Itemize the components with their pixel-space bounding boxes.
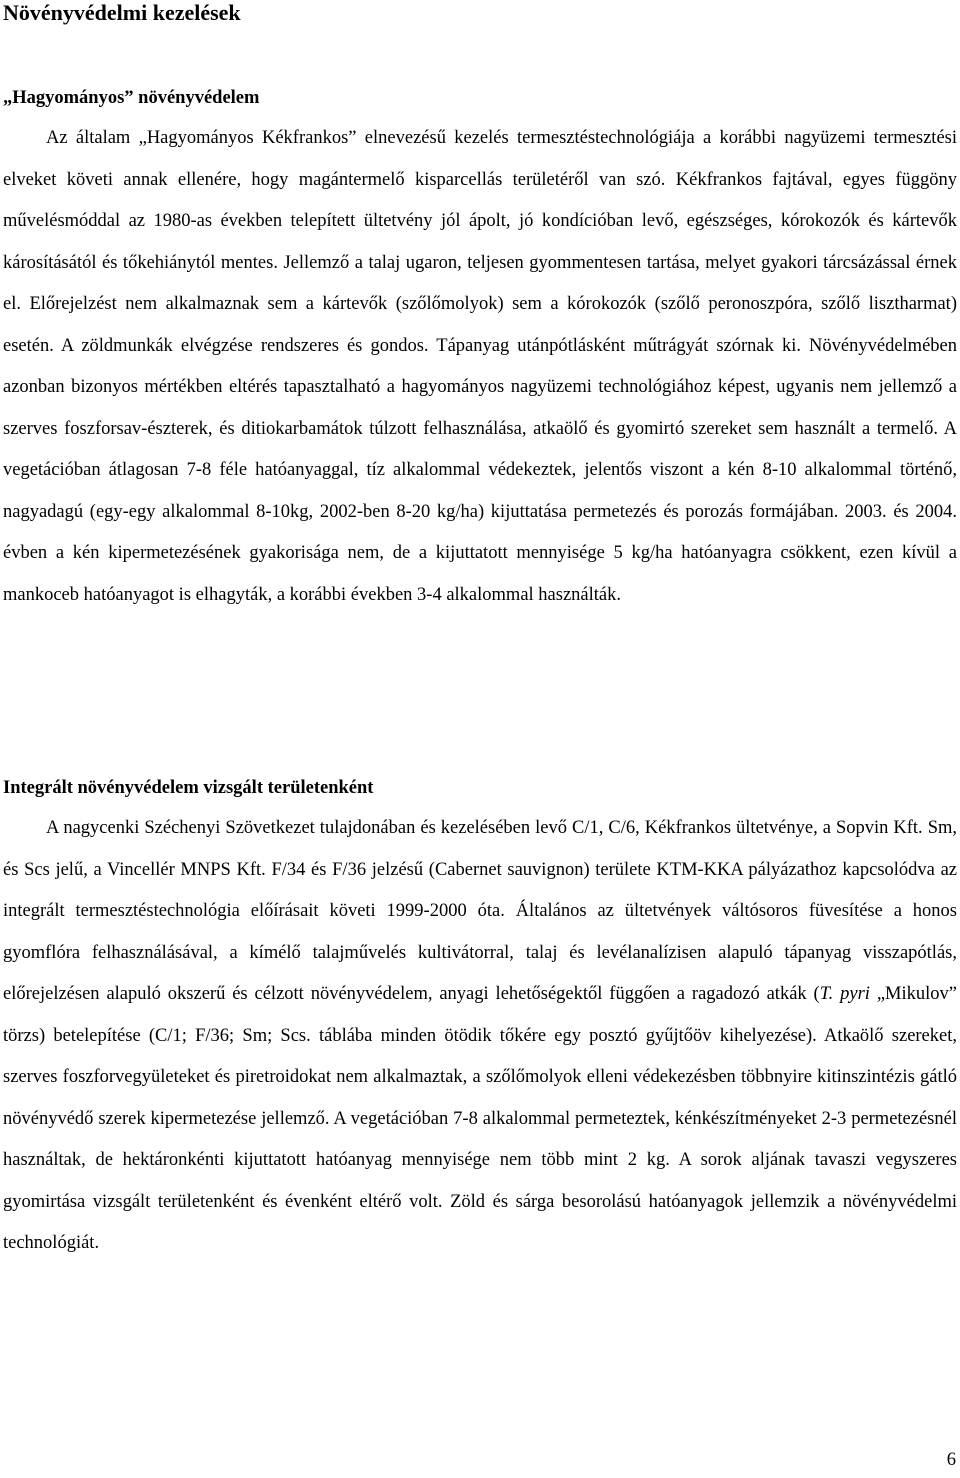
paragraph-text-part: „Mikulov” törzs) betelepítése (C/1; F/36; Sm; Scs. táblába minden ötödik tőkére egy posztó gyűjtőöv kihelyezése). Atkaölő szereket, szerves foszforvegyületeket és piretroidokat nem alkalmaztak, a szőlőmolyok elleni védekezésben többnyire kitinszintézis gátló növényvédő szerek kipermetezése jellemző. A vegetációban 7-8 alkalommal permeteztek, kénkészítményeket 2-3 permetezésnél használtak, de hektáronkénti kijuttatott hatóanyag mennyisége nem több mint 2 kg. A sorok aljának tavaszi vegyszeres gyomirtása vizsgált területenként és évenként eltérő volt. Zöld és sárga besorolású hatóanyagok jellemzik a növényvédelmi technológiát.	[3, 984, 957, 1253]
page-title: Növényvédelmi kezelések	[3, 0, 241, 25]
section-heading-integrated: Integrált növényvédelem vizsgált területenként	[3, 778, 374, 798]
species-name-italic: T. pyri	[819, 984, 870, 1004]
paragraph-traditional: Az általam „Hagyományos Kékfrankos” elnevezésű kezelés termesztéstechnológiája a korábbi nagyüzemi termesztési elveket követi annak ellenére, hogy magántermelő kisparcellás területéről van szó. Kékfrankos fajtával, egyes függöny művelésmóddal az 1980-as években telepített ültetvény jól ápolt, jó kondícióban levő, egészséges, kórokozók és kártevők károsításától és tőkehiánytól mentes. Jellemző a talaj ugaron, teljesen gyommentesen tartása, melyet gyakori tárcsázással érnek el. Előrejelzést nem alkalmaznak sem a kártevők (szőlőmolyok) sem a kórokozók (szőlő peronoszpóra, szőlő lisztharmat) esetén. A zöldmunkák elvégzése rendszeres és gondos. Tápanyag utánpótlásként műtrágyát szórnak ki. Növényvédelmében azonban bizonyos mértékben eltérés tapasztalható a hagyományos nagyüzemi technológiához képest, ugyanis nem jellemző a szerves foszforsav-észterek, és ditiokarbamátok túlzott felhasználása, atkaölő és gyomirtó szereket sem használt a termelő. A vegetációban átlagosan 7-8 féle hatóanyaggal, tíz alkalommal védekeztek, jelentős viszont a kén 8-10 alkalommal történő, nagyadagú (egy-egy alkalommal 8-10kg, 2002-ben 8-20 kg/ha) kijuttatása permetezés és porozás formájában. 2003. és 2004. évben a kén kipermetezésének gyakorisága nem, de a kijuttatott mennyisége 5 kg/ha hatóanyagra csökkent, ezen kívül a mankoceb hatóanyagot is elhagyták, a korábbi években 3-4 alkalommal használták.	[3, 128, 957, 605]
page-number: 6	[946, 1450, 956, 1470]
paragraph-text-part: A nagycenki Széchenyi Szövetkezet tulajdonában és kezelésében levő C/1, C/6, Kékfrankos ültetvénye, a Sopvin Kft. Sm, és Scs jelű, a Vincellér MNPS Kft. F/34 és F/36 jelzésű (Cabernet sauvignon) területe KTM-KKA pályázathoz kapcsolódva az integrált termesztéstechnológia előírásait követi 1999-2000 óta. Általános az ültetvények váltósoros füvesítése a honos gyomflóra felhasználásával, a kímélő talajművelés kultivátorral, talaj és levélanalízisen alapuló tápanyag visszapótlás, előrejelzésen alapuló okszerű és célzott növényvédelem, anyagi lehetőségektől függően a ragadozó atkák (	[3, 818, 957, 1004]
section-heading-traditional: „Hagyományos” növényvédelem	[3, 88, 260, 108]
paragraph-integrated	[3, 808, 957, 1265]
